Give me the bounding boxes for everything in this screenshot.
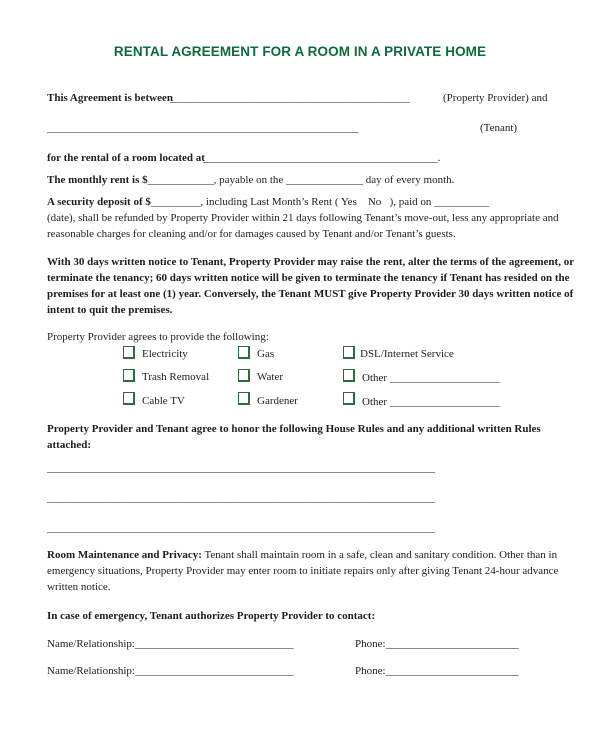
- deposit-refund-text-1: (date), shall be refunded by Property Provider within 21 days following Tenant’s move-out, less any appropriate and: [47, 212, 559, 224]
- gardener-checkbox[interactable]: [238, 392, 250, 405]
- maintenance-text-1: [47, 549, 557, 561]
- house-rules-text-2: attached:: [47, 439, 91, 451]
- electricity-label: Electricity: [142, 348, 188, 360]
- other-2-field[interactable]: Other ____________________: [362, 396, 500, 408]
- room-location-field[interactable]: ______________________________________________.: [203, 152, 440, 164]
- phone-field[interactable]: __________________________: [385, 638, 519, 650]
- tenant-label: (Tenant): [480, 122, 518, 134]
- monthly-rent-label: The monthly rent is $: [47, 174, 148, 186]
- emergency-phone-row-2: [355, 665, 518, 677]
- day-of-month-label: day of every month.: [365, 174, 455, 186]
- emergency-heading: In case of emergency, Tenant authorizes Property Provider to contact:: [47, 610, 376, 622]
- phone-label: Phone:: [355, 665, 386, 677]
- security-deposit-field[interactable]: _________: [150, 196, 201, 208]
- cable-tv-checkbox[interactable]: [123, 392, 135, 405]
- phone-label: Phone:: [355, 638, 386, 650]
- electricity-checkbox[interactable]: [123, 346, 135, 359]
- deposit-refund-text-2: reasonable charges for cleaning and/or for damages caused by Tenant and/or Tenant’s guests.: [47, 228, 456, 240]
- paid-on-label: ), paid on: [389, 196, 432, 208]
- trash-removal-label: Trash Removal: [142, 371, 210, 383]
- name-relationship-label: Name/Relationship:: [47, 665, 135, 677]
- phone-field[interactable]: __________________________: [385, 665, 519, 677]
- monthly-rent-row: [47, 174, 454, 186]
- emergency-contact-row-2: [47, 665, 293, 677]
- utilities-heading: Property Provider agrees to provide the following:: [47, 331, 269, 343]
- cable-tv-label: Cable TV: [142, 395, 185, 407]
- maintenance-text-3: written notice.: [47, 581, 111, 593]
- name-relationship-field[interactable]: _______________________________: [134, 638, 294, 650]
- internet-label: DSL/Internet Service: [360, 348, 454, 360]
- gas-checkbox[interactable]: [238, 346, 250, 359]
- water-label: Water: [257, 371, 283, 383]
- property-provider-label: (Property Provider) and: [443, 92, 548, 104]
- internet-checkbox[interactable]: [343, 346, 355, 359]
- last-month-no-option[interactable]: No: [367, 196, 382, 208]
- maintenance-text: Tenant shall maintain room in a safe, clean and sanitary condition. Other than in: [201, 549, 558, 561]
- trash-removal-checkbox[interactable]: [123, 369, 135, 382]
- house-rules-line-2[interactable]: ____________________________________________________________________________: [47, 492, 435, 504]
- emergency-phone-row-1: [355, 638, 518, 650]
- tenant-name-field[interactable]: _____________________________________________________________: [47, 122, 359, 134]
- maintenance-label: Room Maintenance and Privacy:: [47, 549, 202, 561]
- other-2-checkbox[interactable]: [343, 392, 355, 405]
- property-provider-name-field[interactable]: _______________________________________________: [170, 92, 410, 104]
- emergency-contact-row-1: [47, 638, 293, 650]
- name-relationship-field[interactable]: _______________________________: [134, 665, 294, 677]
- house-rules-line-1[interactable]: ____________________________________________________________________________: [47, 462, 435, 474]
- name-relationship-label: Name/Relationship:: [47, 638, 135, 650]
- deposit-date-field[interactable]: __________: [434, 196, 490, 208]
- other-1-checkbox[interactable]: [343, 369, 355, 382]
- house-rules-text-1: Property Provider and Tenant agree to honor the following House Rules and any additional written Rules: [47, 423, 541, 435]
- house-rules-line-3[interactable]: ____________________________________________________________________________: [47, 522, 435, 534]
- notice-text-3: premises for at least one (1) year. Conversely, the Tenant MUST give Property Provider 30 days written notice of: [47, 288, 574, 300]
- other-1-field[interactable]: Other ____________________: [362, 372, 500, 384]
- monthly-rent-field[interactable]: ____________: [147, 174, 214, 186]
- gardener-label: Gardener: [257, 395, 298, 407]
- last-month-rent-label: , including Last Month’s Rent (: [200, 196, 339, 208]
- last-month-yes-option[interactable]: Yes: [340, 196, 357, 208]
- payable-on-label: , payable on the: [213, 174, 284, 186]
- notice-text-1: With 30 days written notice to Tenant, Property Provider may raise the rent, alter the terms of the agreement, or: [47, 256, 575, 268]
- document-title: RENTAL AGREEMENT FOR A ROOM IN A PRIVATE HOME: [113, 44, 487, 59]
- notice-text-2: terminate the tenancy; 60 days written notice will be given to terminate the tenancy if Tenant has resided on the: [47, 272, 570, 284]
- agreement-between-label: This Agreement is between: [47, 92, 173, 104]
- security-deposit-row: [47, 196, 489, 208]
- notice-text-4: intent to quit the premises.: [47, 304, 173, 316]
- security-deposit-label: A security deposit of $: [47, 196, 151, 208]
- water-checkbox[interactable]: [238, 369, 250, 382]
- gas-label: Gas: [257, 348, 275, 360]
- payment-day-field[interactable]: ______________: [286, 174, 364, 186]
- maintenance-text-2: emergency situations, Property Provider may enter room to initiate repairs only after giving Tenant 24-hour advance: [47, 565, 559, 577]
- room-location-label: for the rental of a room located at: [47, 152, 205, 164]
